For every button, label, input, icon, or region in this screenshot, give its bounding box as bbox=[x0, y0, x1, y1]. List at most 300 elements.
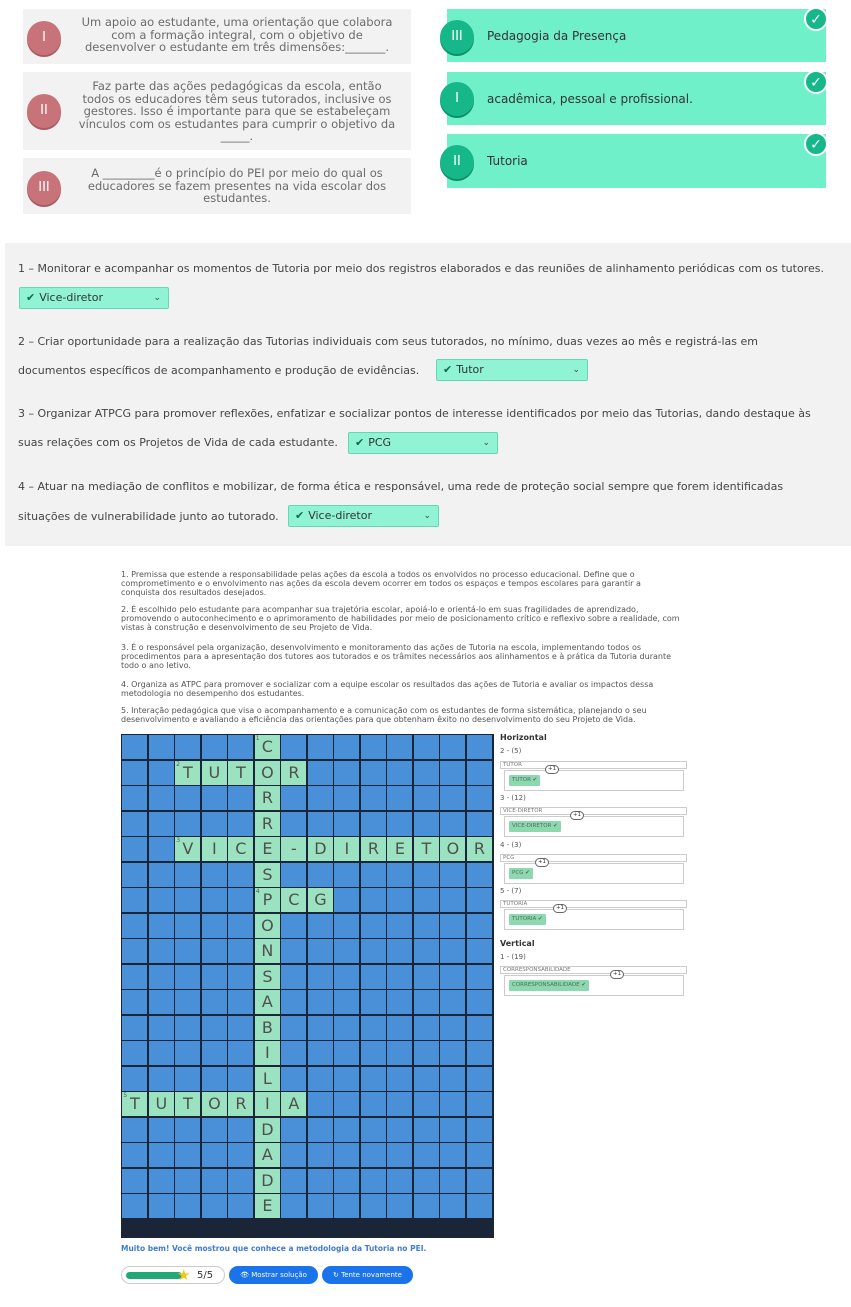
crossword-cell-empty bbox=[467, 1169, 492, 1193]
point-pill: +1 bbox=[553, 904, 567, 913]
crossword-cell-empty bbox=[149, 1067, 174, 1091]
crossword-cell-filled[interactable] bbox=[308, 888, 333, 912]
crossword-cell-empty bbox=[387, 1067, 412, 1091]
answer-chip: VICE-DIRETOR ✔ bbox=[509, 821, 561, 832]
crossword-cell-filled[interactable] bbox=[414, 837, 439, 861]
crossword-cell-empty bbox=[334, 1016, 359, 1040]
crossword-cell-filled[interactable] bbox=[308, 837, 333, 861]
right-badge-1: III bbox=[440, 20, 474, 54]
crossword-cell-empty bbox=[334, 965, 359, 989]
crossword-cell-empty bbox=[361, 786, 386, 810]
crossword-cell-empty bbox=[308, 761, 333, 785]
crossword-cell-empty bbox=[175, 735, 200, 759]
right-card-2[interactable] bbox=[447, 72, 826, 125]
crossword-cell-filled[interactable] bbox=[228, 837, 253, 861]
crossword-cell-empty bbox=[308, 735, 333, 759]
crossword-cell-filled[interactable] bbox=[255, 965, 280, 989]
point-pill: +1 bbox=[545, 765, 559, 774]
crossword-cell-empty bbox=[440, 990, 465, 1014]
crossword-cell-empty bbox=[414, 786, 439, 810]
crossword-cell-empty bbox=[361, 939, 386, 963]
right-text-2: acadêmica, pessoal e profissional. bbox=[487, 92, 693, 106]
question-3-text-b: suas relações com os Projetos de Vida de cada estudante. bbox=[18, 436, 338, 449]
crossword-cell-empty bbox=[149, 990, 174, 1014]
cell-number: 5 bbox=[123, 1092, 128, 1100]
crossword-cell-empty bbox=[308, 1194, 333, 1218]
answer-chip: TUTORIA ✔ bbox=[509, 914, 546, 925]
cell-letter: O bbox=[261, 762, 274, 782]
crossword-cell-filled[interactable] bbox=[361, 837, 386, 861]
answer-select-3[interactable] bbox=[348, 432, 498, 454]
crossword-cell-empty bbox=[122, 735, 147, 759]
crossword-cell-empty bbox=[202, 1169, 227, 1193]
cell-letter: I bbox=[265, 1043, 270, 1063]
crossword-cell-filled[interactable] bbox=[281, 1092, 306, 1116]
cell-letter: T bbox=[183, 762, 193, 782]
crossword-cell-empty bbox=[202, 914, 227, 938]
crossword-cell-filled[interactable] bbox=[228, 761, 253, 785]
cell-letter: O bbox=[446, 839, 460, 859]
score-text: 5/5 bbox=[197, 1270, 214, 1281]
crossword-cell-empty bbox=[440, 863, 465, 887]
point-pill: +1 bbox=[610, 970, 624, 979]
crossword-cell-empty bbox=[440, 1194, 465, 1218]
crossword-cell-filled[interactable] bbox=[281, 837, 306, 861]
cell-letter: C bbox=[235, 839, 247, 859]
crossword-cell-empty bbox=[202, 939, 227, 963]
crossword-cell-empty bbox=[334, 914, 359, 938]
left-badge-3: III bbox=[27, 171, 61, 205]
crossword-cell-empty bbox=[202, 1143, 227, 1167]
instruction-3: 3. É o responsável pela organização, desenvolvimento e monitoramento das ações de Tutoria na escola, implementando todos os procedimentos para a apresentação dos tutores aos tutorados e os trâmites necessários aos alinhamentos e à prática da Tutoria durante todo o ano letivo. bbox=[121, 643, 672, 670]
cell-letter: T bbox=[236, 762, 246, 782]
crossword-cell-empty bbox=[202, 863, 227, 887]
crossword-cell-empty bbox=[414, 863, 439, 887]
crossword-cell-empty bbox=[334, 1118, 359, 1142]
crossword-cell-empty bbox=[175, 1016, 200, 1040]
show-solution-button[interactable]: 👁 Mostrar solução bbox=[229, 1266, 318, 1284]
crossword-cell-empty bbox=[175, 990, 200, 1014]
left-text-3: A _________é o princípio do PEI por meio do qual os educadores se fazem presentes na vida escolar dos estudantes. bbox=[87, 166, 387, 205]
cell-letter: S bbox=[262, 966, 273, 986]
left-badge-2: II bbox=[27, 94, 61, 128]
crossword-cell-filled[interactable] bbox=[334, 837, 359, 861]
crossword-cell-empty bbox=[308, 939, 333, 963]
dropdown-section bbox=[5, 243, 851, 546]
crossword-cell-empty bbox=[334, 1143, 359, 1167]
cell-number: 2 bbox=[176, 760, 181, 768]
right-card-1[interactable] bbox=[447, 9, 826, 62]
cell-letter: U bbox=[155, 1094, 168, 1114]
cell-letter: L bbox=[262, 1068, 272, 1088]
crossword-cell-empty bbox=[308, 1143, 333, 1167]
crossword-cell-empty bbox=[202, 965, 227, 989]
crossword-cell-filled[interactable] bbox=[255, 939, 280, 963]
crossword-cell-empty bbox=[440, 939, 465, 963]
left-card-1[interactable] bbox=[23, 9, 411, 64]
crossword-cell-empty bbox=[414, 888, 439, 912]
matching-section bbox=[0, 0, 851, 225]
crossword-cell-empty bbox=[361, 1118, 386, 1142]
crossword-cell-empty bbox=[334, 888, 359, 912]
crossword-cell-empty bbox=[228, 888, 253, 912]
crossword-cell-empty bbox=[387, 1041, 412, 1065]
clue-typed[interactable]: CORRESPONSABILIDADE bbox=[500, 966, 687, 974]
crossword-cell-empty bbox=[361, 1041, 386, 1065]
crossword-cell-empty bbox=[281, 1016, 306, 1040]
crossword-cell-empty bbox=[308, 914, 333, 938]
crossword-cell-empty bbox=[414, 965, 439, 989]
crossword-cell-empty bbox=[414, 939, 439, 963]
crossword-cell-empty bbox=[308, 1041, 333, 1065]
crossword-cell-empty bbox=[467, 888, 492, 912]
crossword-cell-filled[interactable] bbox=[255, 1016, 280, 1040]
cell-letter: U bbox=[208, 762, 221, 782]
crossword-cell-empty bbox=[228, 1194, 253, 1218]
cell-number: 3 bbox=[176, 837, 181, 845]
crossword-cell-empty bbox=[467, 1118, 492, 1142]
check-icon: ✓ bbox=[804, 132, 828, 156]
crossword-cell-filled[interactable] bbox=[255, 1041, 280, 1065]
crossword-cell-empty bbox=[202, 888, 227, 912]
crossword-cell-empty bbox=[387, 939, 412, 963]
chevron-down-icon: ⌄ bbox=[153, 293, 161, 303]
cell-letter: R bbox=[261, 813, 273, 833]
crossword-cell-empty bbox=[175, 812, 200, 836]
instruction-1: 1. Premissa que estende a responsabilidade pelas ações da escola a todos os envolvidos no processo educacional. Define que o comprometimento e o envolvimento nas ações da escola devem ocorrer em todos os espaços e tempos escolares para garantir a conquista dos resultados desejados. bbox=[121, 570, 641, 597]
crossword-cell-filled[interactable] bbox=[255, 812, 280, 836]
crossword-cell-filled[interactable] bbox=[255, 1092, 280, 1116]
cell-letter: D bbox=[261, 1119, 274, 1139]
cell-number: 4 bbox=[255, 888, 260, 896]
crossword-cell-empty bbox=[202, 1118, 227, 1142]
crossword-cell-empty bbox=[414, 1118, 439, 1142]
crossword-cell-empty bbox=[467, 1016, 492, 1040]
crossword-cell-empty bbox=[440, 812, 465, 836]
crossword-cell-empty bbox=[387, 1016, 412, 1040]
left-card-2[interactable] bbox=[23, 72, 411, 150]
crossword-cell-empty bbox=[175, 1067, 200, 1091]
crossword-cell-empty bbox=[387, 990, 412, 1014]
crossword-cell-filled[interactable] bbox=[122, 1092, 147, 1116]
crossword-cell-empty bbox=[149, 761, 174, 785]
crossword-cell-filled[interactable] bbox=[255, 1118, 280, 1142]
clue-typed[interactable]: PCG bbox=[500, 854, 687, 862]
crossword-cell-filled[interactable] bbox=[149, 1092, 174, 1116]
crossword-cell-empty bbox=[122, 939, 147, 963]
crossword-cell-empty bbox=[440, 1169, 465, 1193]
crossword-cell-filled[interactable] bbox=[255, 1067, 280, 1091]
crossword-cell-empty bbox=[149, 1016, 174, 1040]
crossword-cell-empty bbox=[414, 1092, 439, 1116]
crossword-cell-filled[interactable] bbox=[255, 990, 280, 1014]
question-3-text-a: 3 – Organizar ATPCG para promover reflexões, enfatizar e socializar pontos de interesse identificados por meio das Tutorias, dando destaque às bbox=[18, 407, 811, 420]
crossword-cell-empty bbox=[175, 1169, 200, 1193]
crossword-cell-empty bbox=[467, 1143, 492, 1167]
clue-label: 1 - (19) bbox=[500, 953, 526, 961]
clue-typed[interactable]: VICE-DIRETOR bbox=[500, 807, 687, 815]
crossword-cell-empty bbox=[202, 1041, 227, 1065]
check-icon: ✔ bbox=[355, 436, 365, 449]
crossword-cell-empty bbox=[122, 837, 147, 861]
clues-vertical-title: Vertical bbox=[500, 939, 535, 948]
crossword-cell-filled[interactable] bbox=[281, 761, 306, 785]
crossword-cell-filled[interactable] bbox=[387, 837, 412, 861]
crossword-cell-empty bbox=[175, 888, 200, 912]
crossword-cell-filled[interactable] bbox=[255, 863, 280, 887]
crossword-cell-filled[interactable] bbox=[255, 735, 280, 759]
crossword-cell-empty bbox=[308, 1092, 333, 1116]
crossword-cell-empty bbox=[414, 735, 439, 759]
crossword-cell-empty bbox=[440, 735, 465, 759]
crossword-cell-empty bbox=[175, 1041, 200, 1065]
cell-letter: C bbox=[261, 737, 273, 757]
crossword-cell-empty bbox=[440, 1041, 465, 1065]
answer-chip: PCG ✔ bbox=[509, 868, 533, 879]
cell-number: 1 bbox=[255, 735, 260, 743]
answer-select-4[interactable] bbox=[288, 505, 439, 527]
crossword-cell-empty bbox=[308, 812, 333, 836]
crossword-cell-empty bbox=[414, 914, 439, 938]
crossword-cell-filled[interactable] bbox=[281, 888, 306, 912]
crossword-cell-empty bbox=[467, 1067, 492, 1091]
right-text-3: Tutoria bbox=[487, 154, 528, 168]
answer-select-2[interactable] bbox=[436, 359, 588, 381]
right-card-3[interactable] bbox=[447, 134, 826, 188]
crossword-cell-empty bbox=[175, 1118, 200, 1142]
cell-letter: I bbox=[212, 839, 217, 859]
crossword-cell-filled[interactable] bbox=[202, 1092, 227, 1116]
answer-chip: TUTOR ✔ bbox=[509, 775, 540, 786]
crossword-cell-empty bbox=[334, 761, 359, 785]
crossword-cell-empty bbox=[440, 1067, 465, 1091]
crossword-cell-empty bbox=[467, 1041, 492, 1065]
crossword-cell-empty bbox=[361, 1143, 386, 1167]
crossword-cell-empty bbox=[414, 990, 439, 1014]
crossword-cell-filled[interactable] bbox=[440, 837, 465, 861]
crossword-cell-empty bbox=[440, 888, 465, 912]
crossword-cell-empty bbox=[467, 965, 492, 989]
crossword-cell-empty bbox=[175, 1194, 200, 1218]
crossword-cell-empty bbox=[149, 1194, 174, 1218]
crossword-cell-empty bbox=[361, 812, 386, 836]
cell-letter: E bbox=[394, 839, 405, 859]
crossword-cell-empty bbox=[281, 812, 306, 836]
left-text-1: Um apoio ao estudante, uma orientação que colabora com a formação integral, com o objetivo de desenvolver o estudante em três dimensões:_______. bbox=[81, 15, 393, 54]
answer-select-1[interactable] bbox=[19, 287, 169, 309]
crossword-cell-empty bbox=[149, 1143, 174, 1167]
crossword-cell-filled[interactable] bbox=[255, 914, 280, 938]
crossword-cell-empty bbox=[202, 1194, 227, 1218]
select-value-2: Tutor bbox=[456, 363, 484, 376]
crossword-cell-empty bbox=[387, 812, 412, 836]
crossword-cell-empty bbox=[281, 1143, 306, 1167]
crossword-cell-empty bbox=[334, 812, 359, 836]
crossword-cell-empty bbox=[361, 914, 386, 938]
left-card-3[interactable] bbox=[23, 158, 411, 214]
select-value-3: PCG bbox=[368, 436, 392, 449]
crossword-cell-empty bbox=[334, 1092, 359, 1116]
crossword-cell-filled[interactable] bbox=[228, 1092, 253, 1116]
crossword-cell-empty bbox=[361, 990, 386, 1014]
crossword-cell-empty bbox=[440, 914, 465, 938]
crossword-cell-empty bbox=[281, 863, 306, 887]
question-2-text-a: 2 – Criar oportunidade para a realização das Tutorias individuais com seus tutorados, no mínimo, duas vezes ao mês e registrá-las em bbox=[18, 335, 759, 348]
question-2-text-b: documentos específicos de acompanhamento e produção de evidências. bbox=[18, 364, 420, 377]
crossword-cell-empty bbox=[175, 786, 200, 810]
cell-letter: N bbox=[261, 941, 274, 961]
crossword-cell-empty bbox=[387, 1169, 412, 1193]
crossword-cell-empty bbox=[149, 1118, 174, 1142]
crossword-cell-empty bbox=[202, 812, 227, 836]
crossword-cell-filled[interactable] bbox=[255, 837, 280, 861]
crossword-cell-empty bbox=[281, 1169, 306, 1193]
cell-letter: A bbox=[261, 992, 273, 1012]
crossword-cell-empty bbox=[308, 1169, 333, 1193]
crossword-cell-empty bbox=[122, 914, 147, 938]
crossword-cell-filled[interactable] bbox=[255, 1143, 280, 1167]
crossword-cell-filled[interactable] bbox=[202, 761, 227, 785]
crossword-cell-empty bbox=[281, 990, 306, 1014]
crossword-cell-empty bbox=[228, 939, 253, 963]
cell-letter: D bbox=[314, 839, 327, 859]
clue-typed[interactable]: TUTOR bbox=[500, 761, 687, 769]
crossword-cell-empty bbox=[440, 1143, 465, 1167]
cell-letter: E bbox=[262, 1196, 273, 1216]
crossword-cell-empty bbox=[308, 863, 333, 887]
crossword-cell-empty bbox=[467, 914, 492, 938]
crossword-cell-empty bbox=[387, 965, 412, 989]
select-value-4: Vice-diretor bbox=[308, 509, 372, 522]
crossword-cell-empty bbox=[228, 786, 253, 810]
check-icon: ✔ bbox=[443, 363, 453, 376]
instruction-5: 5. Interação pedagógica que visa o acompanhamento e a comunicação com os estudantes de forma sistemática, planejando o seu desenvolvimento e avaliando a eficiência das orientações para que obtenham êxito no desenvolvimento do seu Projeto de Vida. bbox=[121, 706, 647, 724]
crossword-cell-empty bbox=[122, 1194, 147, 1218]
crossword-cell-empty bbox=[228, 914, 253, 938]
crossword-cell-empty bbox=[467, 990, 492, 1014]
check-icon: ✓ bbox=[804, 7, 828, 31]
crossword-cell-empty bbox=[149, 837, 174, 861]
crossword-cell-filled[interactable] bbox=[255, 786, 280, 810]
crossword-cell-empty bbox=[281, 786, 306, 810]
crossword-cell-empty bbox=[228, 812, 253, 836]
cell-letter: R bbox=[473, 839, 485, 859]
crossword-cell-empty bbox=[308, 1118, 333, 1142]
clues-horizontal-title: Horizontal bbox=[500, 733, 547, 742]
retry-button[interactable]: ↻ Tente novamente bbox=[322, 1266, 413, 1284]
crossword-cell-empty bbox=[281, 939, 306, 963]
score-progress bbox=[126, 1272, 182, 1279]
instruction-2: 2. É escolhido pelo estudante para acompanhar sua trajetória escolar, apoiá-lo e orientá-lo em suas fragilidades de aprendizado, promovendo o autoconhecimento e o aprimoramento de habilidades por meio de posicionamento crítico e reflexivo sobre a realidade, com vistas à construção e desenvolvimento de seu Projeto de Vida. bbox=[121, 605, 680, 632]
crossword-cell-empty bbox=[361, 1194, 386, 1218]
cell-letter: G bbox=[314, 890, 327, 910]
crossword-cell-empty bbox=[122, 1143, 147, 1167]
crossword-cell-empty bbox=[149, 786, 174, 810]
crossword-cell-empty bbox=[387, 1194, 412, 1218]
cell-letter: I bbox=[344, 839, 350, 859]
crossword-cell-empty bbox=[308, 965, 333, 989]
clue-label: 5 - (7) bbox=[500, 887, 522, 895]
crossword-cell-empty bbox=[228, 965, 253, 989]
crossword-cell-empty bbox=[175, 939, 200, 963]
crossword-cell-filled[interactable] bbox=[467, 837, 492, 861]
feedback-message: Muito bem! Você mostrou que conhece a metodologia da Tutoria no PEI. bbox=[121, 1244, 427, 1253]
crossword-cell-empty bbox=[228, 1016, 253, 1040]
crossword-cell-empty bbox=[281, 1194, 306, 1218]
crossword-cell-empty bbox=[281, 1118, 306, 1142]
cell-letter: E bbox=[262, 839, 273, 859]
crossword-cell-empty bbox=[467, 1092, 492, 1116]
crossword-cell-empty bbox=[228, 1118, 253, 1142]
crossword-cell-empty bbox=[387, 888, 412, 912]
crossword-cell-empty bbox=[149, 965, 174, 989]
crossword-cell-empty bbox=[202, 786, 227, 810]
star-icon: ★ bbox=[177, 1266, 191, 1284]
crossword-cell-empty bbox=[281, 1041, 306, 1065]
crossword-cell-empty bbox=[334, 735, 359, 759]
crossword-cell-filled[interactable] bbox=[175, 837, 200, 861]
crossword-cell-empty bbox=[334, 939, 359, 963]
right-badge-2: I bbox=[440, 82, 474, 116]
crossword-cell-empty bbox=[440, 1092, 465, 1116]
crossword-cell-empty bbox=[467, 863, 492, 887]
clue-label: 2 - (5) bbox=[500, 747, 522, 755]
crossword-cell-empty bbox=[175, 863, 200, 887]
crossword-cell-empty bbox=[361, 1092, 386, 1116]
crossword-cell-empty bbox=[467, 735, 492, 759]
crossword-cell-filled[interactable] bbox=[175, 1092, 200, 1116]
crossword-cell-empty bbox=[149, 939, 174, 963]
crossword-cell-empty bbox=[440, 761, 465, 785]
crossword-cell-filled[interactable] bbox=[255, 1169, 280, 1193]
select-value-1: Vice-diretor bbox=[39, 291, 103, 304]
crossword-cell-empty bbox=[414, 1041, 439, 1065]
clue-label: 3 - (12) bbox=[500, 794, 526, 802]
crossword-cell-filled[interactable] bbox=[202, 837, 227, 861]
crossword-cell-empty bbox=[149, 888, 174, 912]
point-pill: +1 bbox=[570, 811, 584, 820]
crossword-cell-filled[interactable] bbox=[255, 1194, 280, 1218]
crossword-cell-empty bbox=[414, 761, 439, 785]
crossword-cell-empty bbox=[361, 761, 386, 785]
cell-letter: B bbox=[261, 1017, 273, 1037]
crossword-cell-empty bbox=[387, 735, 412, 759]
clue-typed[interactable]: TUTORIA bbox=[500, 900, 687, 908]
crossword-cell-empty bbox=[149, 812, 174, 836]
crossword-cell-empty bbox=[387, 761, 412, 785]
crossword-cell-filled[interactable] bbox=[175, 761, 200, 785]
crossword-cell-empty bbox=[334, 1169, 359, 1193]
left-badge-1: I bbox=[27, 21, 61, 55]
cell-letter: D bbox=[261, 1170, 274, 1190]
crossword-cell-empty bbox=[228, 863, 253, 887]
crossword-cell-empty bbox=[308, 1016, 333, 1040]
cell-letter: T bbox=[130, 1094, 140, 1114]
crossword-cell-empty bbox=[228, 1041, 253, 1065]
answer-chip: CORRESPONSABILIDADE ✔ bbox=[509, 980, 589, 991]
crossword-cell-filled[interactable] bbox=[255, 761, 280, 785]
crossword-cell-empty bbox=[334, 786, 359, 810]
crossword-cell-empty bbox=[175, 965, 200, 989]
crossword-cell-empty bbox=[175, 1143, 200, 1167]
crossword-cell-filled[interactable] bbox=[255, 888, 280, 912]
instruction-4: 4. Organiza as ATPC para promover e socializar com a equipe escolar os resultados das ações de Tutoria e avaliar os impactos dessa metodologia no desempenho dos estudantes. bbox=[121, 680, 654, 698]
crossword-cell-empty bbox=[281, 735, 306, 759]
crossword-cell-empty bbox=[440, 965, 465, 989]
crossword-cell-empty bbox=[387, 1118, 412, 1142]
crossword-cell-empty bbox=[361, 1169, 386, 1193]
clue-answer-box bbox=[504, 859, 684, 884]
